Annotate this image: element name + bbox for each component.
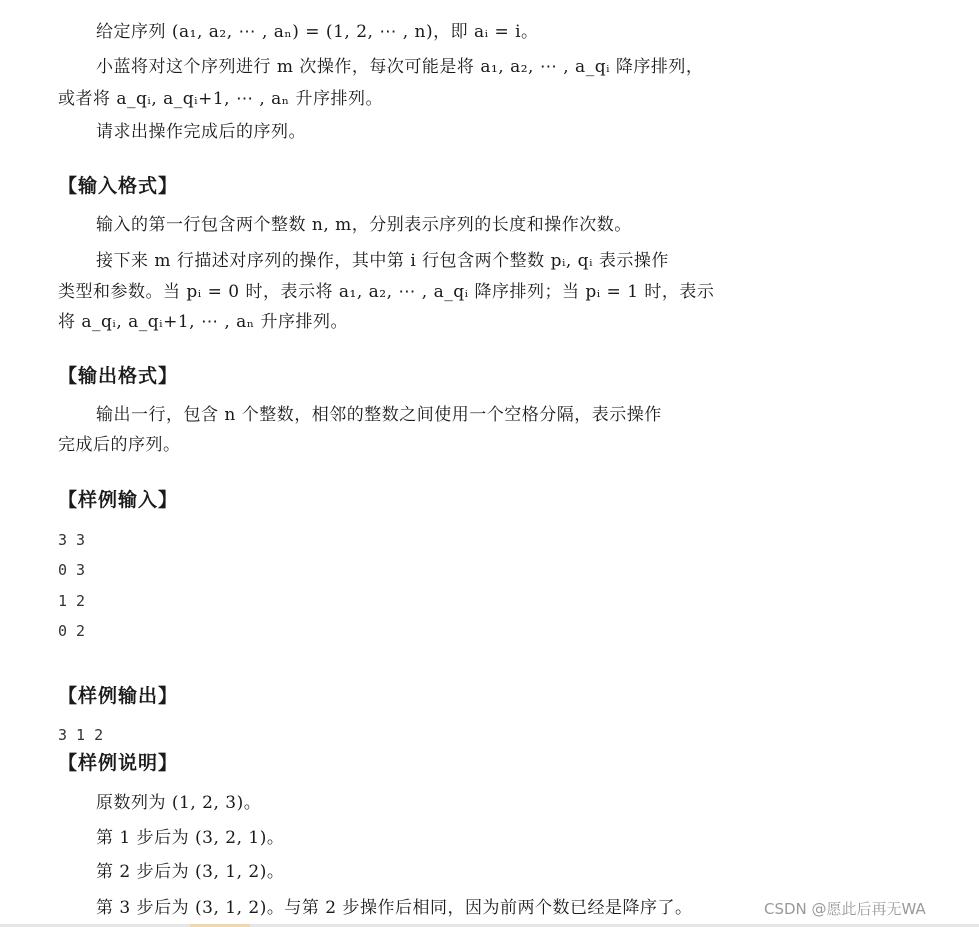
description-line-1: 给定序列 (a₁, a₂, ⋯ , aₙ) = (1, 2, ⋯ , n)，即 aᵢ = i。 [96, 22, 539, 42]
sample-explanation-line-2: 第 1 步后为 (3, 2, 1)。 [96, 828, 285, 848]
input-format-line-3: 类型和参数。当 pᵢ = 0 时，表示将 a₁, a₂, ⋯ , a_qᵢ 降序排列；当 pᵢ = 1 时，表示 [58, 282, 715, 302]
sample-input-line-4: 0 2 [58, 622, 86, 640]
output-format-line-1: 输出一行，包含 n 个整数，相邻的整数之间使用一个空格分隔，表示操作 [96, 405, 662, 425]
sample-explanation-line-1: 原数列为 (1, 2, 3)。 [96, 793, 262, 813]
description-line-4: 请求出操作完成后的序列。 [96, 122, 306, 142]
input-format-line-4: 将 a_qᵢ, a_qᵢ+1, ⋯ , aₙ 升序排列。 [58, 312, 349, 332]
input-format-line-1: 输入的第一行包含两个整数 n, m，分别表示序列的长度和操作次数。 [96, 215, 632, 235]
sample-explanation-line-4: 第 3 步后为 (3, 1, 2)。与第 2 步操作后相同，因为前两个数已经是降序了。 [96, 898, 693, 918]
sample-explanation-line-3: 第 2 步后为 (3, 1, 2)。 [96, 862, 285, 882]
input-format-line-2: 接下来 m 行描述对序列的操作，其中第 i 行包含两个整数 pᵢ, qᵢ 表示操作 [96, 251, 669, 271]
sample-input-heading: 【样例输入】 [58, 489, 179, 511]
output-format-heading: 【输出格式】 [58, 365, 179, 387]
sample-input-line-1: 3 3 [58, 531, 86, 549]
sample-input-line-3: 1 2 [58, 592, 86, 610]
sample-output-line-1: 3 1 2 [58, 726, 104, 744]
output-format-line-2: 完成后的序列。 [58, 435, 181, 455]
sample-output-heading: 【样例输出】 [58, 685, 179, 707]
sample-explanation-heading: 【样例说明】 [58, 752, 179, 774]
description-line-2: 小蓝将对这个序列进行 m 次操作，每次可能是将 a₁, a₂, ⋯ , a_qᵢ 降序排列， [96, 57, 704, 77]
sample-input-line-2: 0 3 [58, 561, 86, 579]
description-line-3: 或者将 a_qᵢ, a_qᵢ+1, ⋯ , aₙ 升序排列。 [58, 89, 384, 109]
input-format-heading: 【输入格式】 [58, 175, 179, 197]
csdn-watermark: CSDN @愿此后再无WA [764, 900, 926, 918]
